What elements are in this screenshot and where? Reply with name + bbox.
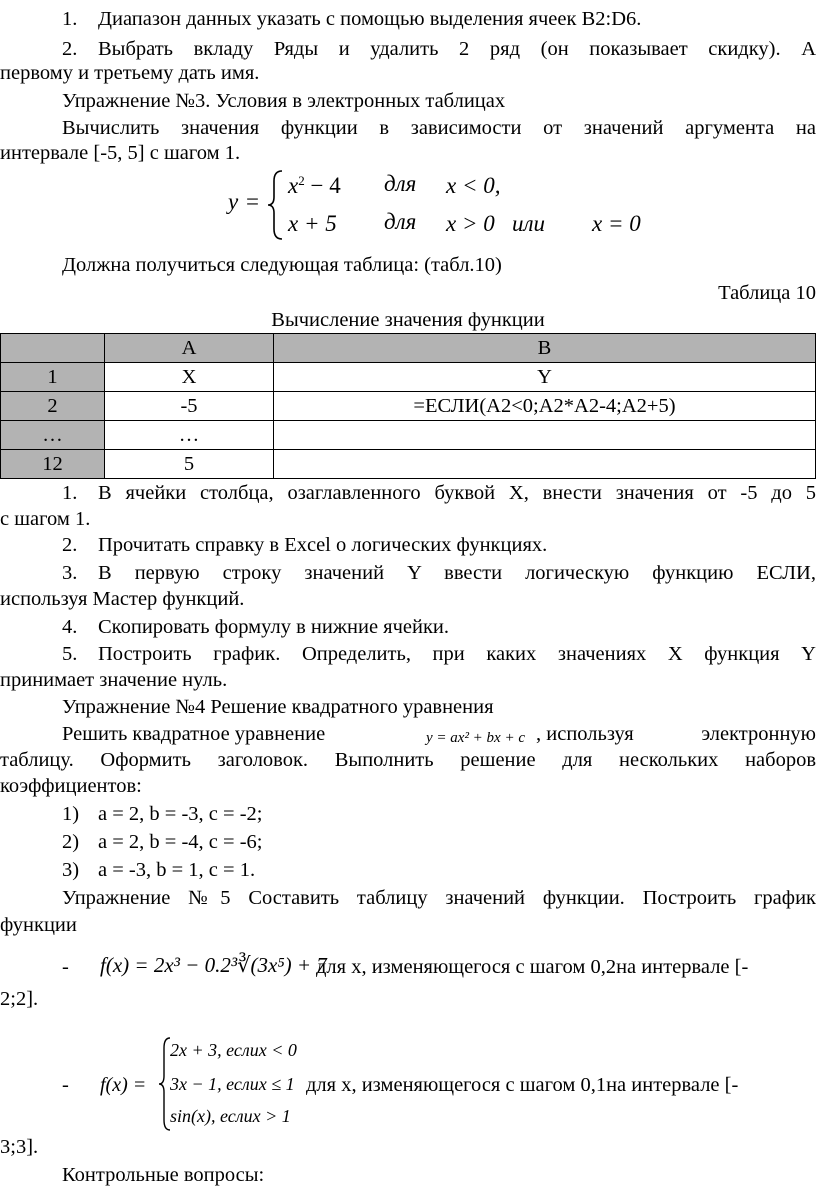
cell-b: [274, 450, 816, 479]
case1-condition: x < 0,: [446, 173, 501, 198]
item-text: Скопировать формулу в нижние ячейки.: [98, 616, 450, 638]
table-row: [1, 363, 816, 392]
header-row: [1, 334, 816, 363]
item-number: 3): [62, 859, 80, 881]
case2-word: для: [384, 209, 417, 234]
questions-title: Контрольные вопросы:: [62, 1164, 265, 1186]
case2-or: или: [512, 211, 546, 236]
text-end: электронную: [701, 723, 816, 745]
item-number: 1): [62, 803, 80, 825]
numbered-item-1: [62, 6, 816, 32]
step-3-line2: используя Мастер функций.: [0, 588, 245, 610]
cell-a: …: [105, 421, 274, 450]
text-pre: Решить квадратное уравнение: [62, 723, 326, 745]
column-header-a: A: [105, 334, 274, 363]
exercise-3-text-line1: Вычислить значения функции в зависимости от значений аргумента на: [62, 117, 816, 139]
item-text: a = -3, b = 1, c = 1.: [98, 859, 256, 881]
item-number: 5.: [62, 643, 78, 665]
table-row: [1, 450, 816, 479]
numbered-item-2-line2: первому и третьему дать имя.: [0, 62, 260, 84]
table-row: [1, 421, 816, 450]
left-brace-icon: [266, 169, 286, 241]
case1-word: для: [384, 171, 417, 196]
quadratic-formula: y = ax² + bx + c: [426, 730, 525, 746]
function-2-case3: sin(x), еслиx > 1: [170, 1106, 291, 1126]
cell-b: Y: [274, 363, 816, 392]
case2-condition2: x = 0: [592, 211, 641, 236]
item-text: Прочитать справку в Excel о логических функциях.: [98, 534, 548, 556]
case2-expression: x + 5: [288, 211, 337, 236]
exercise-4-title: Упражнение №4 Решение квадратного уравнения: [62, 696, 494, 718]
row-header: 1: [1, 363, 105, 392]
piecewise-formula-1: [0, 165, 816, 245]
exercise-4-text-line3: коэффициентов:: [0, 775, 142, 797]
dash: -: [62, 956, 69, 978]
step-1-line2: с шагом 1.: [0, 508, 91, 530]
cell-a: -5: [105, 392, 274, 421]
exercise-3-title: Упражнение №3. Условия в электронных таблицах: [62, 90, 506, 112]
function-1-text: для x, изменяющегося с шагом 0,2на интервале [-: [316, 956, 749, 978]
numbered-item-2-line1: [62, 36, 816, 62]
step-4: [62, 614, 816, 640]
table-row: [1, 392, 816, 421]
item-text: a = 2, b = -4, c = -6;: [98, 831, 263, 853]
item-text: a = 2, b = -3, c = -2;: [98, 803, 263, 825]
function-2-case1: 2x + 3, еслиx < 0: [170, 1040, 297, 1060]
item-number: 1.: [62, 8, 78, 30]
item-number: 4.: [62, 616, 78, 638]
cell-b: =ЕСЛИ(A2<0;A2*A2-4;A2+5): [274, 392, 816, 421]
coeff-item-3: [62, 857, 816, 883]
dash: -: [62, 1074, 69, 1096]
item-text: В ячейки столбца, озаглавленного буквой X, внести значения от -5 до 5: [98, 482, 816, 504]
table-intro: Должна получиться следующая таблица: (табл.10): [62, 254, 502, 276]
function-2-text: для x, изменяющегося с шагом 0,1на интервале [-: [306, 1074, 739, 1096]
cell-b: [274, 421, 816, 450]
item-number: 2.: [62, 534, 78, 556]
table-label: Таблица 10: [718, 282, 816, 304]
coeff-item-1: [62, 801, 816, 827]
exercise-5-title-line1: Упражнение №5 Составить таблицу значений функции. Построить график: [62, 887, 816, 909]
coeff-item-2: [62, 829, 816, 855]
row-header: …: [1, 421, 105, 450]
exercise-4-text-line2: таблицу. Оформить заголовок. Выполнить решение для нескольких наборов: [0, 749, 816, 771]
item-number: 2): [62, 831, 80, 853]
step-5-line1: [62, 641, 816, 667]
item-text: Выбрать вкладу Ряды и удалить 2 ряд (он показывает скидку). А: [98, 38, 816, 60]
text-post: , используя: [536, 723, 634, 745]
corner-cell: [1, 334, 105, 363]
function-2-case2: 3x − 1, еслиx ≤ 1: [170, 1074, 295, 1094]
step-3-line1: [62, 560, 816, 586]
row-header: 12: [1, 450, 105, 479]
function-2-cont: 3;3].: [0, 1136, 39, 1158]
cell-a: 5: [105, 450, 274, 479]
item-text: В первую строку значений Y ввести логическую функцию ЕСЛИ,: [98, 562, 816, 584]
spreadsheet-table: [0, 333, 816, 479]
formula-y: y: [228, 189, 239, 214]
step-2: [62, 532, 816, 558]
row-header: 2: [1, 392, 105, 421]
function-2-lhs: f(x) =: [100, 1074, 147, 1096]
exercise-4-text-line1: [62, 721, 816, 747]
item-number: 3.: [62, 562, 78, 584]
exercise-3-text-line2: интервале [-5, 5] с шагом 1.: [0, 142, 241, 164]
item-text: Построить график. Определить, при каких значениях X функция Y: [98, 643, 816, 665]
cell-a: X: [105, 363, 274, 392]
exercise-5-title-line2: функции: [0, 914, 77, 936]
item-number: 2.: [62, 38, 78, 60]
item-number: 1.: [62, 482, 78, 504]
column-header-b: B: [274, 334, 816, 363]
function-1-cont: 2;2].: [0, 988, 39, 1010]
step-5-line2: принимает значение нуль.: [0, 669, 228, 691]
case1-expression: $x^2 - 4$: [288, 173, 341, 198]
step-1-line1: [62, 480, 816, 506]
case2-condition: x > 0: [446, 211, 495, 236]
table-title: Вычисление значения функции: [271, 309, 545, 331]
function-1-formula: f(x) = 2x³ − 0.2³∛(3x⁵) + 7: [100, 953, 327, 977]
function-2: [0, 1034, 816, 1134]
item-text: Диапазон данных указать с помощью выделения ячеек B2:D6.: [98, 8, 642, 30]
formula-equals: =: [246, 189, 259, 214]
